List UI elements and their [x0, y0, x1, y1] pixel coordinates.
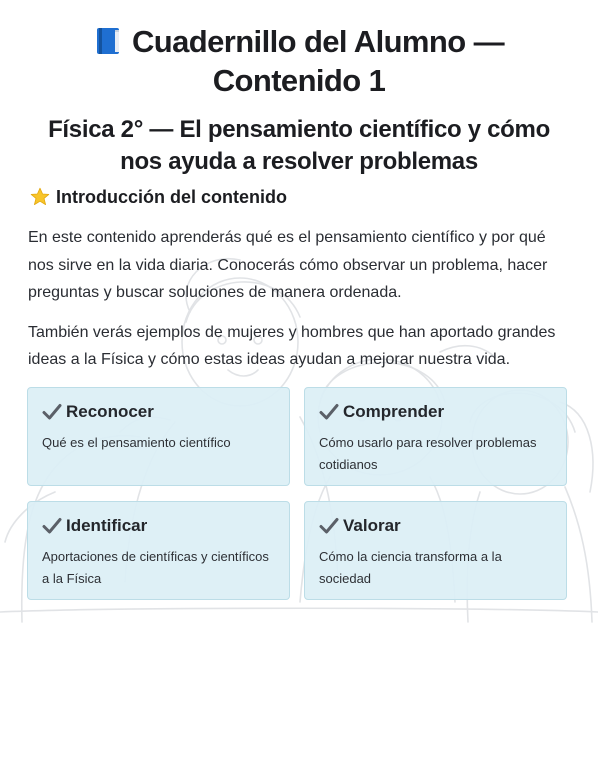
- blue-book-icon: [94, 26, 124, 56]
- card-description: Aportaciones de científicas y científicos a la Física: [42, 548, 269, 586]
- section-heading-text: Introducción del contenido: [56, 187, 287, 207]
- page-title-text: Cuadernillo del Alumno — Contenido 1: [132, 24, 504, 98]
- star-icon: [30, 187, 50, 207]
- objective-card-identificar: [27, 501, 290, 600]
- intro-paragraph-1: En este contenido aprenderás qué es el pensamiento científico y por qué nos sirve en la vida diaria. Conocerás cómo observar un problema, hacer preguntas y buscar soluciones de manera ordenada.: [28, 229, 548, 301]
- check-icon: [319, 517, 339, 535]
- card-description: Qué es el pensamiento científico: [42, 434, 231, 450]
- card-description: Cómo usarlo para resolver problemas cotidianos: [319, 434, 537, 472]
- page-content: [0, 22, 598, 600]
- card-title: [319, 400, 552, 424]
- objective-card-reconocer: [27, 387, 290, 486]
- card-title-text: Identificar: [66, 515, 148, 535]
- page-subtitle: Física 2° — El pensamiento científico y cómo nos ayuda a resolver problemas: [48, 116, 550, 175]
- objective-card-comprender: [304, 387, 567, 486]
- objective-card-valorar: [304, 501, 567, 600]
- card-title: [319, 514, 552, 538]
- card-title: [42, 400, 275, 424]
- check-icon: [42, 517, 62, 535]
- objectives-grid: [27, 387, 572, 600]
- intro-paragraph-2: También verás ejemplos de mujeres y hombres que han aportado grandes ideas a la Física y cómo estas ideas ayudan a mejorar nuestra vida.: [28, 323, 556, 368]
- card-description: Cómo la ciencia transforma a la sociedad: [319, 548, 502, 586]
- card-title: [42, 514, 275, 538]
- section-heading: [30, 184, 572, 210]
- card-title-text: Comprender: [343, 401, 445, 421]
- page-title: [26, 22, 572, 100]
- check-icon: [319, 403, 339, 421]
- card-title-text: Reconocer: [66, 401, 154, 421]
- card-title-text: Valorar: [343, 515, 401, 535]
- check-icon: [42, 403, 62, 421]
